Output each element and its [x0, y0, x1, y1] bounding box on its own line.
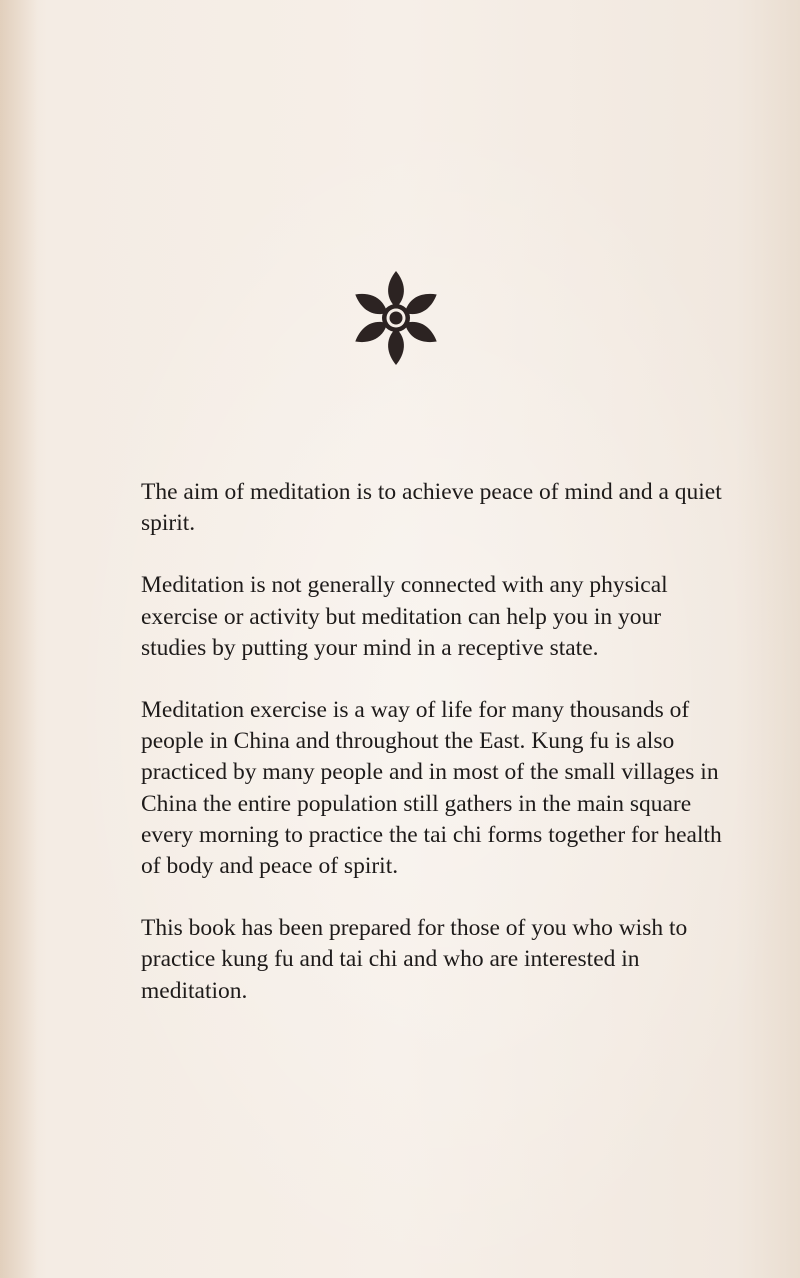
page-edge-shadow — [0, 0, 38, 1278]
paragraph-book-purpose: This book has been prepared for those of you who wish to practice kung fu and tai chi and who are interested in meditation. — [141, 915, 688, 1004]
lotus-petal — [388, 271, 404, 308]
lotus-core — [390, 312, 403, 325]
paragraph-meditation-and-studies: Meditation is not generally connected with any physical exercise or activity but meditation can help you in your studies by putting your mind in a receptive state. — [141, 572, 668, 661]
paragraph-aim-of-meditation: The aim of meditation is to achieve peace of mind and a quiet spirit. — [141, 479, 722, 537]
paragraph-way-of-life: Meditation exercise is a way of life for many thousands of people in China and throughout the East. Kung fu is also practiced by many people and in most of the small villages in China the entire population still gathers in the main square every morning to practice the tai chi forms together for health of body and peace of spirit. — [141, 697, 722, 880]
body-text — [141, 477, 731, 1038]
lotus-petal — [388, 328, 404, 365]
lotus-flower-icon — [351, 268, 441, 368]
